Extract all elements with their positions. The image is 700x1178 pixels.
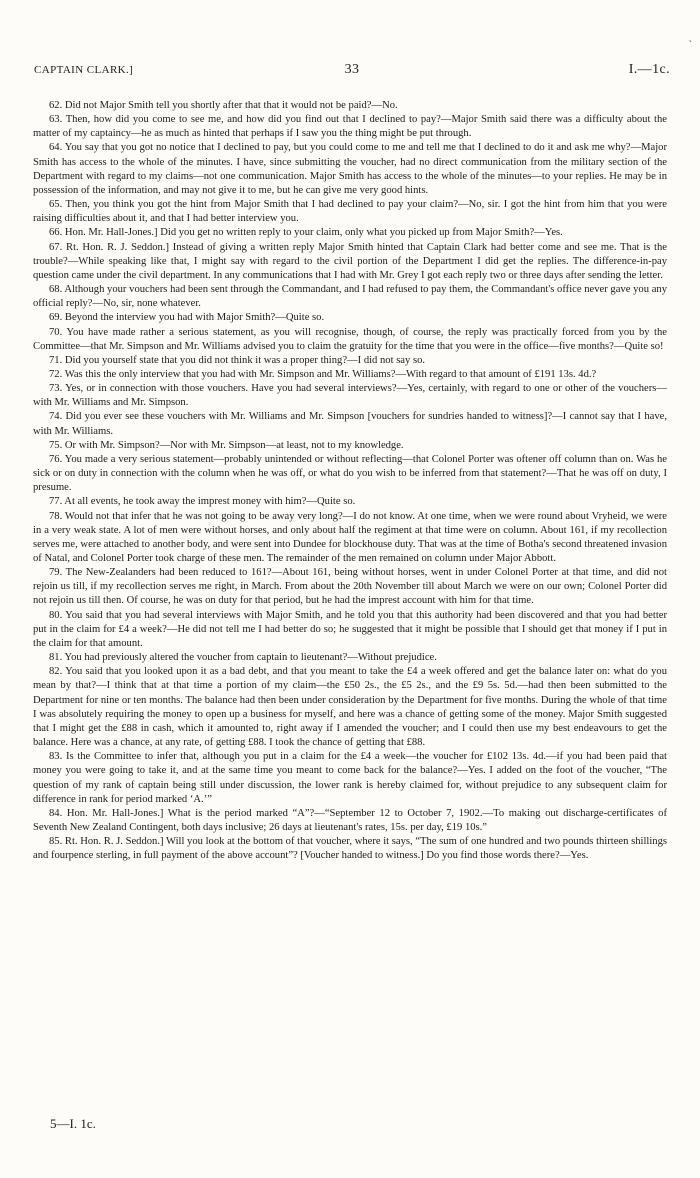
question-paragraph: 74. Did you ever see these vouchers with Mr. Williams and Mr. Simpson [vouchers for sundries handed to witness]?—I cannot say that I have, with Mr. Williams. — [33, 411, 667, 437]
question-paragraph: 66. Hon. Mr. Hall-Jones.] Did you get no written reply to your claim, only what you picked up from Major Smith?—Yes. — [49, 227, 563, 239]
question-paragraph: 85. Rt. Hon. R. J. Seddon.] Will you look at the bottom of that voucher, where it says, “The sum of one hundred and two pounds thirteen shillings and fourpence sterling, in full payment of the above account”? [Voucher handed to witness.] Do you find those words there?—Yes. — [33, 836, 667, 862]
header-right: I.—1c. — [628, 62, 670, 77]
question-paragraph: 65. Then, you think you got the hint from Major Smith that I had declined to pay your claim?—No, sir. I got the hint from him that you were raising difficulties about it, and that I had better interview you. — [33, 199, 667, 225]
question-paragraph: 80. You said that you had several interviews with Major Smith, and he told you that this authority had been discovered and that you had better put in the claim for £4 a week?—He did not tell me I had better do so; he suggested that it might be possible that I should get that money if I put in the claim for that amount. — [33, 609, 667, 649]
question-paragraph: 76. You made a very serious statement—probably unintended or without reflecting—that Colonel Porter was oftener off column than on. Was he sick or on duty in connection with the column when he was off, or what do you wish to be inferred from that statement?—That he was off on duty, I presume. — [33, 453, 667, 494]
header-left: CAPTAIN CLARK.] — [34, 64, 134, 76]
question-paragraph: 78. Would not that infer that he was not going to be away very long?—I do not know. At one time, when we were round about Vryheid, we were in a very weak state. A lot of men were without horses, and only about half the regiment at that time were on column. About 161, if my recollection serves me, were attached to another body, and were sent into Dundee for blockhouse duty. That was at the time of Botha's second threatened invasion of Natal, and Colonel Porter took charge of these men. The remainder of the men remained on column under Major Abbott. — [33, 510, 667, 564]
question-paragraph: 67. Rt. Hon. R. J. Seddon.] Instead of giving a written reply Major Smith hinted that Captain Clark had better come and see me. That is the trouble?—While speaking like that, I might say with regard to the civil portion of the Department I did get the replies. The difference-in-pay question came under the civil department. In any communications that I had with Mr. Grey I got each reply two or three days after sending the letter. — [33, 241, 667, 281]
signature-mark: 5—I. 1c. — [50, 1116, 96, 1131]
question-paragraph: 79. The New-Zealanders had been reduced to 161?—About 161, being without horses, went in under Colonel Porter at that time, and did not rejoin us till, if my recollection serves me right, in March. From about the 20th November till about March we were on our own; Colonel Porter did not rejoin us till then. Of course, he was on duty for that period, but he had the imprest account with him for that time. — [33, 567, 667, 607]
question-paragraph: 72. Was this the only interview that you had with Mr. Simpson and Mr. Williams?—With regard to that amount of £191 13s. 4d.? — [49, 368, 597, 380]
question-paragraph: 64. You say that you got no notice that I declined to pay, but you could come to me and tell me that I declined to do it and ask me why?—Major Smith has access to the whole of the minutes. I have, since submitting the voucher, had no direct communication from the military section of the Department with regard to my claims—not one communication. Major Smith has access to the whole of the minutes—to your replies. He may be in possession of the information, and may not give it to me, but he can give me very good hints. — [33, 142, 667, 196]
page-number: 33 — [344, 62, 360, 77]
edge-mark: ` — [688, 40, 692, 51]
question-paragraph: 70. You have made rather a serious statement, as you will recognise, though, of course, the reply was practically forced from you by the Committee—that Mr. Simpson and Mr. Williams advised you to claim the gratuity for the time that you were in the office—five months?—Quite so! — [33, 326, 667, 352]
question-paragraph: 82. You said that you looked upon it as a bad debt, and that you meant to take the £4 a week offered and get the balance later on: what do you mean by that?—I think that at that time a portion of my claim—the £50 2s., the £5 2s., and the £9 5s. 5d.—had then been submitted to the Department for nine or ten months. The balance had then been under consideration by the Department for five months. During the whole of that time I was absolutely requiring the money to open up a business for myself, and here was a chance of getting some of the money. Major Smith suggested that I might get the £88 in cash, which it amounted to, right away if I amended the voucher; and I could then use my best endeavours to get the balance. Here was a chance, at any rate, of getting £88. I took the chance of getting that £88. — [33, 666, 667, 749]
question-paragraph: 71. Did you yourself state that you did not think it was a proper thing?—I did not say so. — [49, 354, 426, 366]
question-paragraph: 68. Although your vouchers had been sent through the Commandant, and I had refused to pay them, the Commandant's office never gave you any official reply?—No, sir, none whatever. — [33, 284, 667, 310]
question-paragraph: 75. Or with Mr. Simpson?—Nor with Mr. Simpson—at least, not to my knowledge. — [49, 439, 404, 451]
running-header — [34, 64, 670, 80]
question-paragraph: 81. You had previously altered the voucher from captain to lieutenant?—Without prejudice. — [49, 652, 437, 664]
question-paragraph: 63. Then, how did you come to see me, and how did you find out that I declined to pay?—Major Smith said there was a difficulty about the matter of my captaincy—he as much as hinted that perhaps if I saw you the thing might be put through. — [33, 114, 667, 140]
question-paragraph: 73. Yes, or in connection with those vouchers. Have you had several interviews?—Yes, certainly, with regard to one or other of the vouchers—with Mr. Williams and Mr. Simpson. — [33, 383, 667, 409]
question-paragraph: 84. Hon. Mr. Hall-Jones.] What is the period marked “A”?—“September 12 to October 7, 1902.—To making out discharge-certificates of Seventh New Zealand Contingent, both days inclusive; 26 days at lieutenant's rates, 15s. per day, £19 10s.” — [33, 807, 667, 833]
body-text — [33, 99, 667, 863]
question-paragraph: 62. Did not Major Smith tell you shortly after that that it would not be paid?—No. — [49, 100, 398, 111]
question-paragraph: 69. Beyond the interview you had with Major Smith?—Quite so. — [49, 312, 325, 324]
question-paragraph: 83. Is the Committee to infer that, although you put in a claim for the £4 a week—the voucher for £102 13s. 4d.—if you had been paid that money you were going to take it, and at the same time you meant to come back for the balance?—Yes. I added on the foot of the voucher, “The question of my rank of captain being still under discussion, the lower rank is hereby claimed for, without prejudice to any subsequent claim for difference in rank for period marked ‘A.’” — [33, 751, 667, 805]
question-paragraph: 77. At all events, he took away the imprest money with him?—Quite so. — [49, 496, 356, 508]
